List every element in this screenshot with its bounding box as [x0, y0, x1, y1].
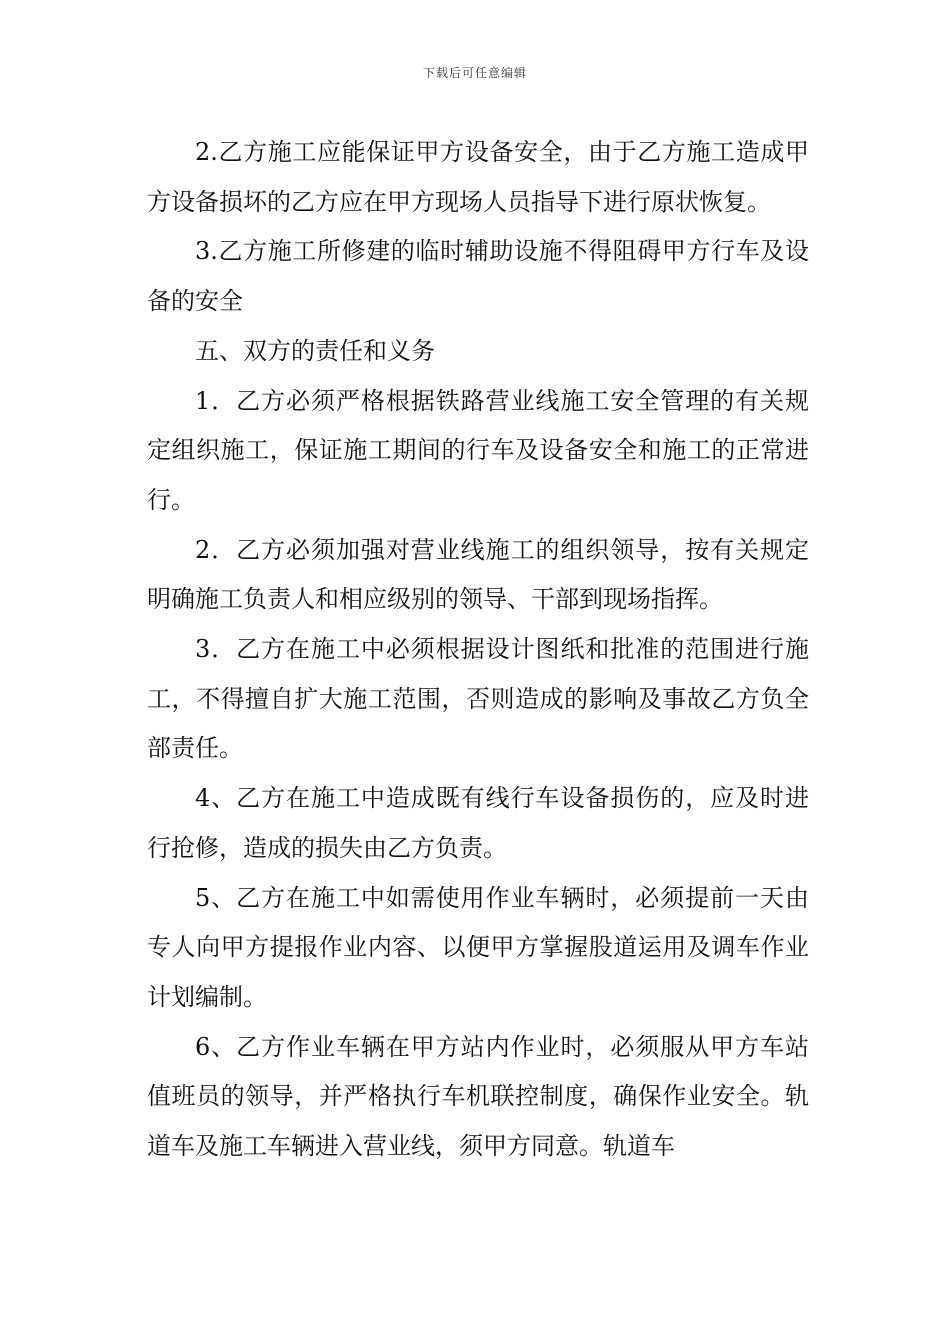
page-header: 下载后可任意编辑	[422, 66, 527, 80]
document-body	[147, 128, 809, 1172]
paragraph-duty-6: 6、乙方作业车辆在甲方站内作业时，必须服从甲方车站值班员的领导，并严格执行车机联控制度，确保作业安全。轨道车及施工车辆进入营业线，须甲方同意。轨道车	[147, 1032, 809, 1161]
paragraph-clause-3-temporary-facilities: 3.乙方施工所修建的临时辅助设施不得阻碍甲方行车及设备的安全	[147, 237, 809, 316]
paragraph-duty-3: 3．乙方在施工中必须根据设计图纸和批准的范围进行施工，不得擅自扩大施工范围，否则造成的影响及事故乙方负全部责任。	[147, 635, 809, 763]
paragraph-duty-1: 1．乙方必须严格根据铁路营业线施工安全管理的有关规定组织施工，保证施工期间的行车及设备安全和施工的正常进行。	[147, 386, 809, 514]
paragraph-duty-5: 5、乙方在施工中如需使用作业车辆时，必须提前一天由专人向甲方提报作业内容、以便甲方掌握股道运用及调车作业计划编制。	[147, 883, 809, 1011]
paragraph-duty-4: 4、乙方在施工中造成既有线行车设备损伤的，应及时进行抢修，造成的损失由乙方负责。	[147, 784, 809, 862]
paragraph-clause-2-equipment-safety: 2.乙方施工应能保证甲方设备安全，由于乙方施工造成甲方设备损坏的乙方应在甲方现场人员指导下进行原状恢复。	[147, 138, 809, 216]
section-heading-responsibilities: 五、双方的责任和义务	[195, 336, 435, 365]
paragraph-duty-2: 2．乙方必须加强对营业线施工的组织领导，按有关规定明确施工负责人和相应级别的领导、干部到现场指挥。	[147, 535, 809, 614]
